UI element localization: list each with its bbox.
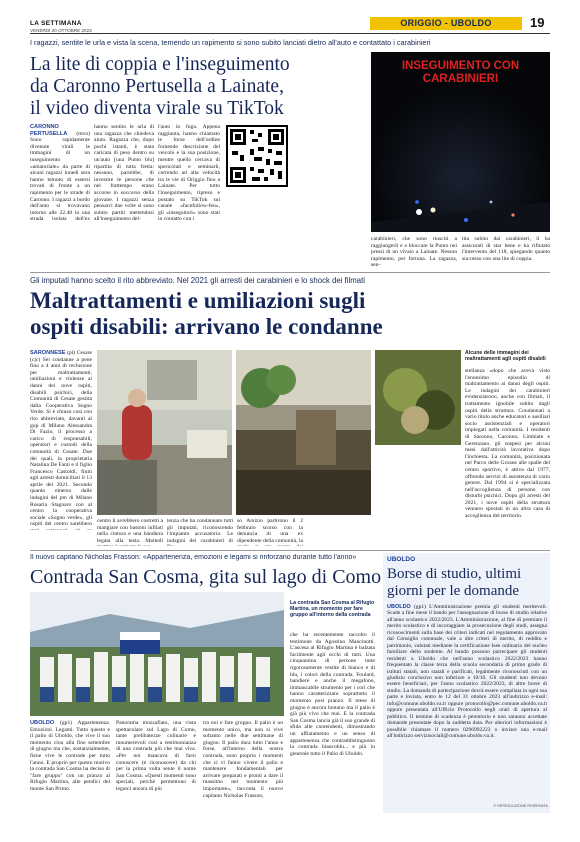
story2-caption: Alcune delle immagini dei maltrattamenti agli ospiti disabili	[465, 350, 546, 362]
photo-overlay-text-2: CARABINIERI	[422, 73, 499, 85]
room-image-2	[236, 350, 371, 515]
story3-col3: tra noi e fare gruppo. Il palio è un momento unico, ma non si vive soltanto nelle due settimane di giugno. Il palio dura tutto l'anno e forse, all'interno della nostra contrada, sono proprio i momenti che ci vi fanno vivere il palio e mantenere fondamentali per arrivare preparati e pronti a dare il massimo nel momento più importante», racconta il nuovo capitano Nicholas Frasson,	[203, 720, 283, 799]
story3-headline: Contrada San Cosma, gita sul lago di Como	[30, 566, 382, 588]
qr-code[interactable]	[226, 125, 288, 187]
story4-body: UBOLDO (gp1) L'Amministrazione premia gli studenti meritevoli. Scade a fine mese il bando per l'assegnazione di borse di studio relative all'anno scolastico 2022/2023. L'Amministrazione, al fine di premiare il merito scolastico e di incoraggiare la prosecuzione degli studi, assegna riconoscimenti sulla base dei criteri indicati nel regolamento approvato dal Consiglio comunale, vale a dire criteri di merito, di reddito e patrimonio, valutati mediante la certificazione Isee ordinario del nucleo familiare dello studente. Al bando possono partecipare gli studenti residenti a Uboldo che nell'anno scolastico 2022/2023 hanno frequentato la classe terza della scuola secondaria di primo grado di istituti statali, non statali e parificati, legalmente riconosciuti con un giudizio conclusivo non inferiore a 10/10. Gli studenti non devono essere beneficiari, per l'anno scolastico 2022/2023, di altre borse di studio. La domanda di partecipazione dovrà essere compilata in ogni sua parte e inviata, entro le 12 del 31 ottobre 2023 all'indirizzo e-mail: info@comune.uboldo.va.it oppure protocollo@pec.comune.uboldo.va.it oppure presentata all'Ufficio Protocollo negli orari di apertura al pubblico. Il termine di scadenza è perentorio e non saranno accettate domande presentate dopo la suddetta data. Per ulteriori informazioni è possibile chiamare il numero 0296992223 o inviare una e-mail all'indirizzo servizisociali@comune.uboldo.va.it.	[387, 604, 547, 740]
page-number: 19	[530, 15, 545, 30]
group-photo-image	[30, 592, 284, 716]
surveillance-photo-2	[236, 350, 371, 515]
story2-col4: so Arsizio partirono il 2 febbraio scorso con la denuncia di una ex dipendente della comunità, la	[237, 518, 303, 544]
story2-headline: Maltrattamenti e umiliazioni sugli ospiti disabili: arrivano le condanne	[30, 288, 383, 339]
surveillance-photo-3	[375, 350, 461, 445]
room-image	[97, 350, 232, 515]
story2-col3: tenza che ha condannato tutti gli imputati, riconoscendo l'impianto accusatorio. Le indagini dei carabinieri di	[167, 518, 233, 544]
story1-col3: l'auto in fuga. Appena raggiunta, hanno chiamato le forze dell'ordine fornendo descrizione del veicolo e la sua posizione, mentre quello cercava di spericolati e seminarli, correndo ad alta velocità tra le vie di Origgio fino a Lainate. Per tutto l'inseguimento, ripreso e postato su TikTok sul canale «facefullow-fen», gli «inseguitori» sono stati in contatto con i	[158, 124, 220, 222]
surveillance-photo-1	[97, 350, 232, 515]
story2-col2: centro li avrebbero costretti a mangiare con bastoni infilati nella cintura e una bandiera legata alla testa. Martedì	[97, 518, 163, 544]
story1-col1: CARONNO PERTUSELLA (mvo) Sono rapidamente divenute virali le immagini di un inseguimento «amatoriale» da parte di alcuni ragazzi lunedì sera hanno temuto di essersi trovati di fronte a un rapimento per le strade di Caronno. I ragazzi a bordo dell'auto si trovavano intorno alle 22.40 in una strada isolata dell'ex	[30, 124, 90, 222]
group-photo	[30, 592, 284, 716]
story2-kicker: Gli imputati hanno scelto il rito abbreviato. Nel 2021 gli arresti dei carabinieri e lo shock dei filmati	[30, 276, 365, 285]
story3-col1: UBOLDO (gp1) Appartenenza. Emozioni. Legami. Tutto questo e il palio di Uboldo, che vive il suo momento clou alla fine settembre di giugno ma che, sostanzialmente, fiene vive le contrade per tutto l'anno. E proprio per questo motivo la contrada San Cosma ha deciso di "fare gruppo" con un pranzo al Rifugio Martina, alle pendici del monte San Primo.	[30, 720, 110, 792]
story3-caption: La contrada San Cosma al Rifugio Martina, un momento per fare gruppo all'interno della contrada	[290, 600, 375, 618]
tiktok-video-photo	[371, 52, 550, 232]
story2-col5: stellanza «dopo che aveva visto l'ennesimo episodio di maltrattamento ai danni degli ospiti. Le indagini dei carabinieri evidenziarono, anche con filmati, il trattamento ignobile subito dagli ospiti della struttura. Condannati a vario titolo anche educatori e ausiliari socio assistenziali e operatori impiegati nella comunità. I residenti di Saronno, Caronno, Limbiate e Gerenzano, gli sospesi per alcuni mesi dall'attività lavorativa dopo l'inchiesta. La comunità, posizionata nel Parco delle Groane alle spalle del centro sportivo, è attiva dal 1977, offrendo servizi di assistenza di vario genere. Dal 1994 si è specializzata nell'accoglienza di persone con disturbi psichici. Dopo gli arresti del 2021, i nove ospiti della struttura vennero spostati in un altra casa di accoglienza del territorio.	[465, 368, 550, 520]
story1-col5: tita subito dai carabinieri, li ha assicurati di star bene e ha rifiutato l'intervento del 118, spiegando quanto successo con una lite di coppia.	[462, 236, 550, 262]
story1-headline: La lite di coppia e l'inseguimento da Caronno Pertusella a Lainate, il video diventa virale su TikTok	[30, 54, 290, 119]
story4-headline: Borse di studio, ultimi giorni per le domande	[387, 566, 522, 599]
story1-kicker: I ragazzi, sentite le urla e vista la scena, temendo un rapimento si sono subito lanciati dietro all'auto e contattato i carabinieri	[30, 38, 431, 47]
masthead-title: LA SETTIMANA VENERDÌ 20 OTTOBRE 2023	[30, 20, 92, 33]
story3-kicker: Il nuovo capitano Nicholas Frasson: «Appartenenza, emozioni e legami si rinforzano durante tutto l'anno»	[30, 554, 357, 561]
section-banner: ORIGGIO - UBOLDO	[370, 17, 522, 30]
story4-credit: © RIPRODUZIONE RISERVATA	[493, 804, 548, 808]
story4-place: UBOLDO	[387, 556, 416, 563]
qr-code-icon	[228, 127, 286, 185]
story1-col4: carabinieri, che sono riusciti a raggiungerli e a bloccare la Punto nei pressi di un vivaio a Lainate. Nessun rapimento, per fortuna. La ragazza, sen-	[371, 236, 457, 268]
story3-col4: che ha recentemente raccolto il testimone da Agostino Mancinotti. L'ascesa al Rifugio Martina è balzata facilmente agli occhi di tutti. Una cinquantina di persone tutte rigorosamente vestite di bianco e di blu, i colori della contrada. Foulard, bandiere e anche il megafono, immancabile strumento per i cori che hanno caratterizzato soprattutto il momento post pranzo. Il mese di giugno è ancora lontano ma il palio è già più vivo che mai. E la contrada San Cosma lancia già il suo grande di sfida alle contendenti, dimostrando un affiatamento e un senso di appartenenza che contraddistinguono la contrada biancoblu... e più in generale tutto il Palio di Uboldo.	[290, 632, 375, 757]
story3-col2: Panorama mozzafiato, una vista spettacolare sul Lago di Como, tante prelibatezze culinarie e innumerevoli così a testimonianza di una contrada più che mai viva. «Per noi mancava di farsi conoscere (e riconoscere) da chi per la prima volta sente il nome San Cosma. «Questi momenti sono speciali, perché permettono di legarci ancora di più	[116, 720, 196, 792]
story2-col1: SARONNESE (pl) Cesare (cjc) Sei condanne a pene fino a 4 anni di reclusione per maltrattamenti, umiliazioni e violenze ai danni dei nove ospiti, disabili psichici, della Comunità di Cesate gestita dalla Cooperativa Sogno Verde. Si è chiuso così con rito abbreviato, davanti al gup di Milano Alessandra Di Fazio, il processo a carico di responsabili, operatori e custodi della comunità di Cesate. Due dei quali, la proprietaria Natalina De Fanti e il figlio Francesco Castoldi, finiti agli arresti domiciliari il 13 aprile del 2021. Secondo quanto emerso dalle indagini del pm di Milano Rosaria Stagnaro con al centro la cooperativa sociale «Sogno verde», gli ospiti del centro sarebbero	[30, 350, 92, 528]
blurred-image	[375, 350, 461, 445]
story1-col2: hanno sentito le urla di una ragazza che chiedeva aiuto. Ragazza che, dopo pochi istanti, è stata caricata di peso dentro su un'auto [una Punto blu] ripartita di tutta fretta: nessuno, parrebbe, di investire le persone che nel frattempo erano accorse in soccorso della giovane. I ragazzi senza pensarci due volte si sono subito partiti mettendosi all'inseguimento del-	[94, 124, 154, 222]
photo-overlay-text-1: INSEGUIMENTO CON	[401, 60, 520, 72]
